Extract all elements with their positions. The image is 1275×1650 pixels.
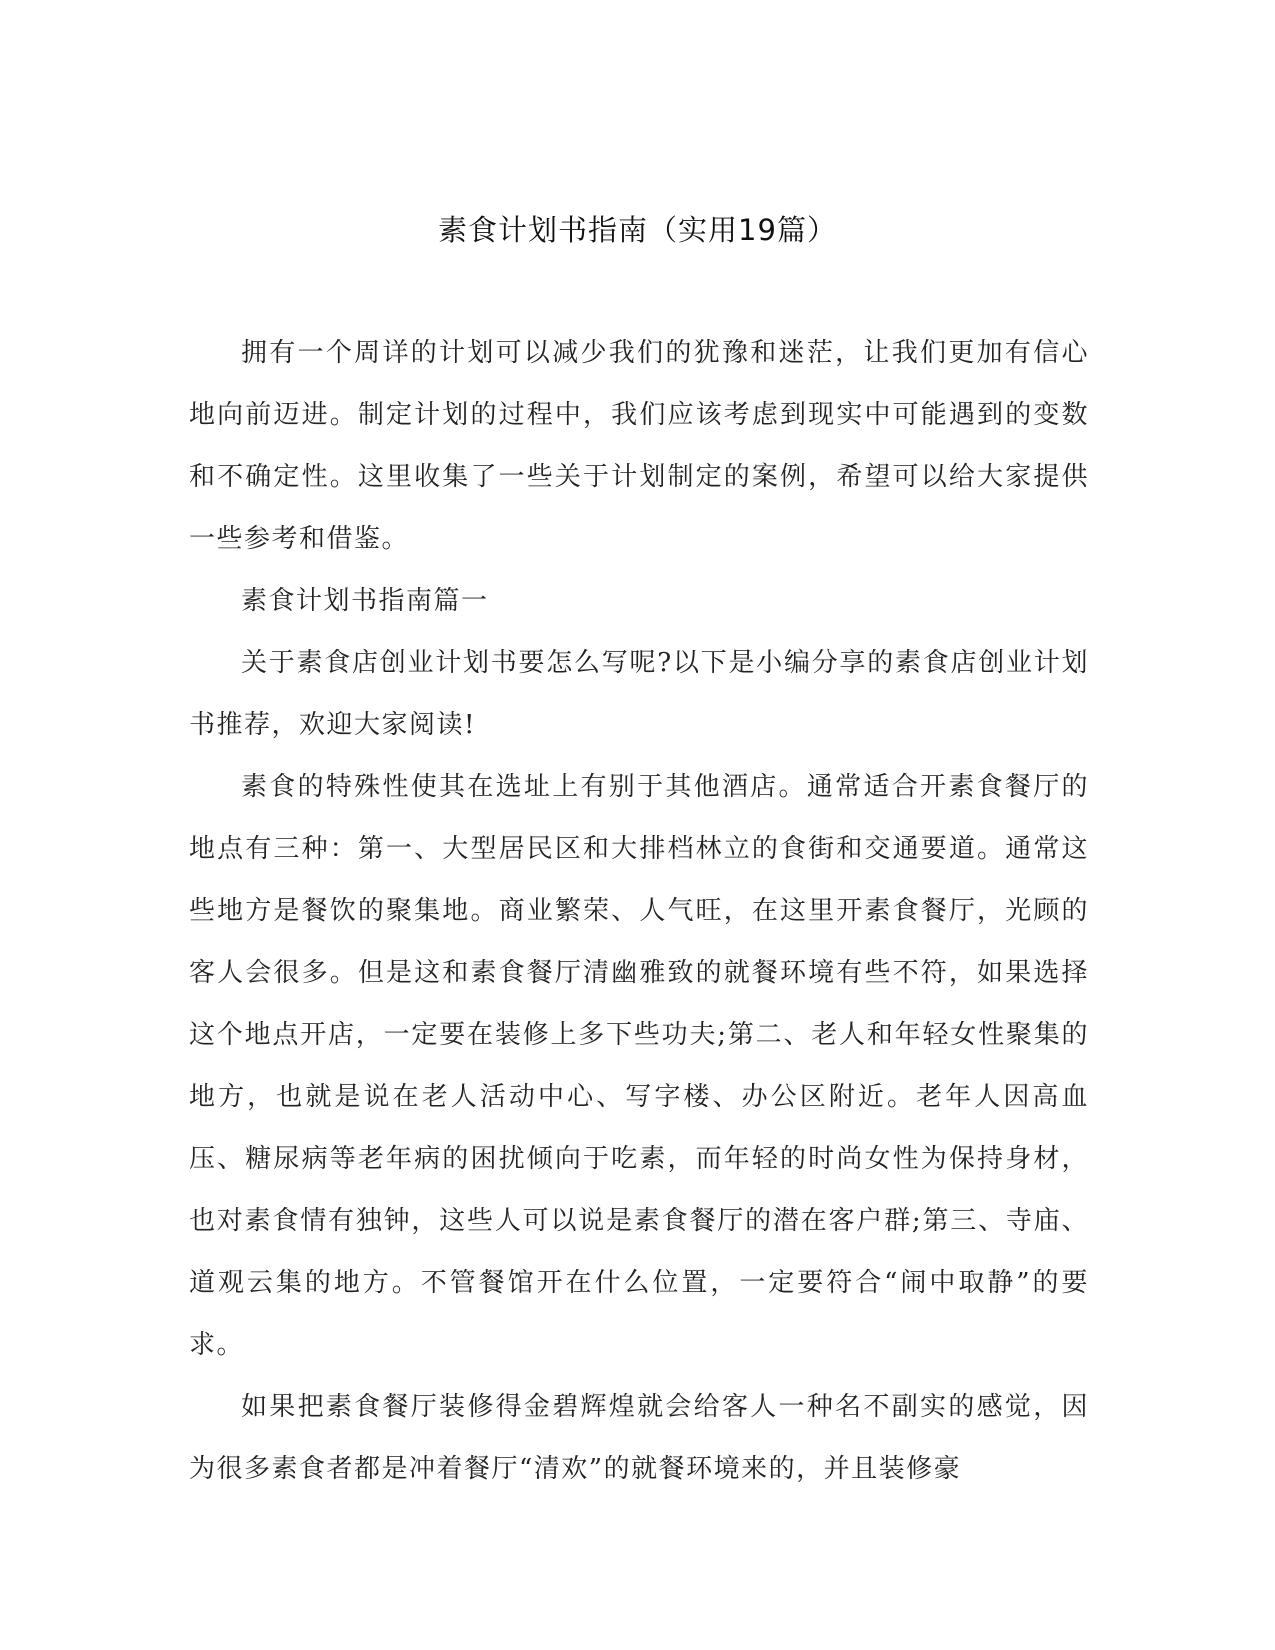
- document-body: [189, 322, 1089, 1500]
- paragraph: 素食的特殊性使其在选址上有别于其他酒店。通常适合开素食餐厅的地点有三种：第一、大型居民区和大排档林立的食街和交通要道。通常这些地方是餐饮的聚集地。商业繁荣、人气旺，在这里开素食餐厅，光顾的客人会很多。但是这和素食餐厅清幽雅致的就餐环境有些不符，如果选择这个地点开店，一定要在装修上多下些功夫;第二、老人和年轻女性聚集的地方，也就是说在老人活动中心、写字楼、办公区附近。老年人因高血压、糖尿病等老年病的困扰倾向于吃素，而年轻的时尚女性为保持身材，也对素食情有独钟，这些人可以说是素食餐厅的潜在客户群;第三、寺庙、道观云集的地方。不管餐馆开在什么位置，一定要符合“闹中取静”的要求。: [189, 772, 1089, 1360]
- paragraph: 关于素食店创业计划书要怎么写呢?以下是小编分享的素食店创业计划书推荐，欢迎大家阅读!: [189, 648, 1089, 740]
- section-heading: 素食计划书指南篇一: [241, 586, 489, 616]
- document-title: 素食计划书指南（实用19篇）: [438, 213, 837, 247]
- paragraph: 如果把素食餐厅装修得金碧辉煌就会给客人一种名不副实的感觉，因为很多素食者都是冲着餐厅“清欢”的就餐环境来的，并且装修豪: [189, 1392, 1089, 1484]
- paragraph-intro: 拥有一个周详的计划可以减少我们的犹豫和迷茫，让我们更加有信心地向前迈进。制定计划的过程中，我们应该考虑到现实中可能遇到的变数和不确定性。这里收集了一些关于计划制定的案例，希望可以给大家提供一些参考和借鉴。: [189, 338, 1089, 554]
